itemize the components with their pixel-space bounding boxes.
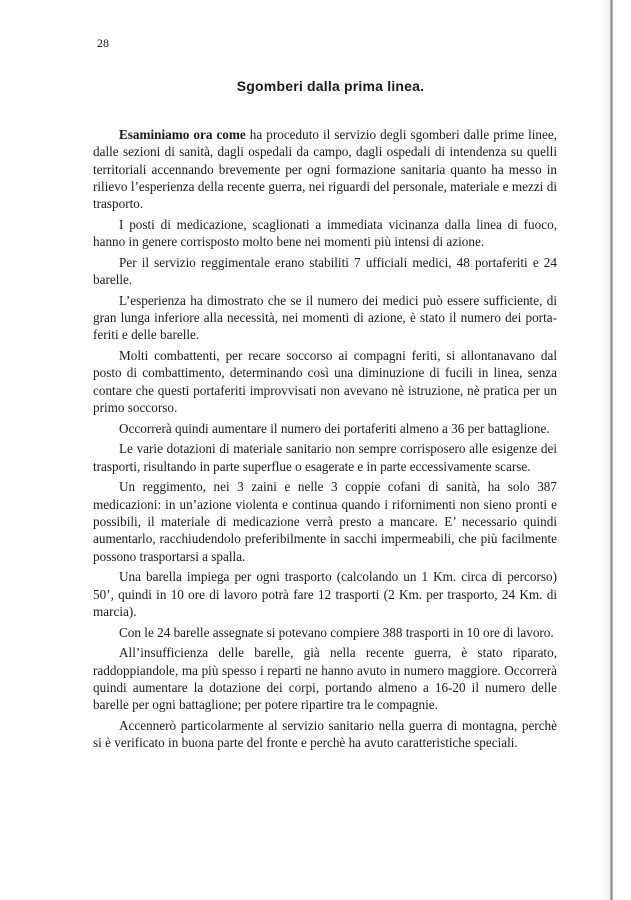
paragraph: [93, 440, 557, 475]
paragraph: [93, 292, 557, 344]
page-number: 28: [97, 36, 109, 50]
paragraph: [93, 717, 557, 752]
paragraph-text: Le varie dotazioni di materiale sanitario non sempre corrisposero alle esigenze dei trasporti, risultando in parte superflue o esagerate e in parte eccessivamente scarse.: [93, 441, 557, 474]
paragraph: [93, 568, 557, 620]
paragraph: [93, 478, 557, 564]
paragraph-text: Un reggimento, nei 3 zaini e nelle 3 coppie cofani di sanità, ha solo 387 medicazioni: in un’azione violenta e continua quando i rifornimenti non sieno pronti e possibili, il materiale di medicazione verrà presto a mancare. E’ necessario quindi aumentarlo, racchiudendolo preferibilmente in sacchi impermeabili, che più facilmente possono trasportarsi a spalla.: [93, 479, 557, 564]
paragraph-text: L’esperienza ha dimostrato che se il numero dei medici può essere sufficiente, di gran lunga inferiore alla necessità, nei momenti di azione, è stato il numero dei porta-feriti e delle barelle.: [93, 292, 557, 343]
paragraph: [93, 644, 557, 713]
body-text: [93, 126, 557, 751]
paragraph-text: All’insufficienza delle barelle, già nella recente guerra, è stato riparato, raddoppiandole, ma più spesso i reparti ne hanno avuto in numero maggiore. Occorrerà quindi aumentare la dotazione dei corpi, portando almeno a 16-20 il numero delle barelle per ogni battaglione; per potere ripartire tra le compagnie.: [93, 645, 557, 713]
paragraph: [93, 126, 557, 212]
paragraph-text: I posti di medicazione, scaglionati a immediata vicinanza dalla linea di fuoco, hanno in genere corrisposto molto bene nei momenti più intensi di azione.: [93, 216, 557, 250]
paragraph-text: Occorrerà quindi aumentare il numero dei portaferiti almeno a 36 per battaglione.: [119, 420, 550, 436]
paragraph-text: Per il servizio reggimentale erano stabiliti 7 ufficiali medici, 48 portaferiti e 24 barelle.: [93, 254, 557, 288]
paragraph-text: Con le 24 barelle assegnate si potevano compiere 388 trasporti in 10 ore di lavoro.: [119, 624, 554, 640]
paragraph: [93, 347, 557, 416]
paragraph: [93, 420, 557, 437]
binding-shadow: [600, 0, 610, 900]
paragraph: [93, 254, 557, 289]
page-edge-rule: [610, 0, 613, 900]
paragraph-text: Una barella impiega per ogni trasporto (calcolando un 1 Km. circa di percorso) 50’, quindi in 10 ore di lavoro potrà fare 12 trasporti (2 Km. per trasporto, 24 Km. di marcia).: [93, 569, 557, 619]
paragraph-text: Accennerò particolarmente al servizio sanitario nella guerra di montagna, perchè si è verificato in buona parte del fronte e perchè ha avuto caratteristiche speciali.: [93, 717, 557, 751]
paragraph: [93, 624, 557, 641]
paragraph-text: ha proceduto il servizio degli sgomberi dalle prime linee, dalle sezioni di sanità, dagli ospedali da campo, dagli ospedali di intendenza su quelli territoriali accennando brevemente per ogni formazione sanitaria quanto ha messo in rilievo l’esperienza della recente guerra, nei riguardi del personale, materiale e mezzi di trasporto.: [93, 127, 558, 212]
paragraph-text: Molti combattenti, per recare soccorso ai compagni feriti, si allontanavano dal posto di combattimento, determinando così una diminuzione di fucili in linea, senza contare che questi portaferiti improvvisati non avevano nè istruzione, nè pratica per un primo soccorso.: [93, 348, 557, 416]
section-title: Sgomberi dalla prima linea.: [236, 78, 425, 94]
paragraph: [93, 216, 557, 251]
paragraph-lead: Esaminiamo ora come: [119, 127, 246, 142]
